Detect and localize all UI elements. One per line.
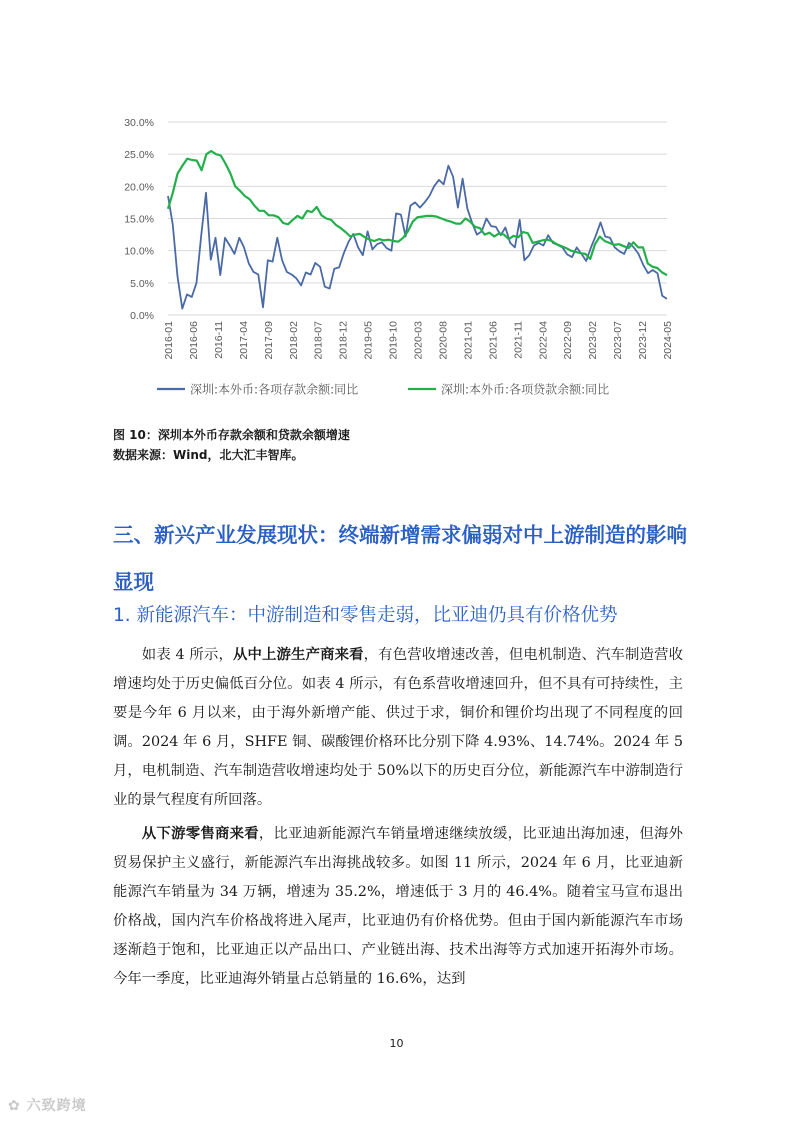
section-heading: 三、新兴产业发展现状：终端新增需求偏弱对中上游制造的影响显现 xyxy=(113,523,687,594)
legend-label-loan: 深圳:本外币:各项贷款余额:同比 xyxy=(441,382,610,397)
y-tick-label: 10.0% xyxy=(124,245,154,258)
series-line-loan xyxy=(168,151,667,275)
page-number: 10 xyxy=(389,1037,404,1050)
y-tick-label: 0.0% xyxy=(130,310,154,322)
x-tick-label: 2022-04 xyxy=(537,321,550,360)
x-tick-label: 2020-08 xyxy=(437,321,450,360)
x-tick-label: 2018-12 xyxy=(337,321,350,360)
x-tick-label: 2023-07 xyxy=(612,321,625,360)
x-tick-label: 2021-06 xyxy=(487,321,500,360)
x-tick-label: 2019-10 xyxy=(387,321,400,360)
y-tick-label: 5.0% xyxy=(130,277,154,290)
chart-svg xyxy=(110,105,690,415)
x-tick-label: 2021-01 xyxy=(462,321,475,360)
y-tick-label: 30.0% xyxy=(124,117,154,129)
body-text xyxy=(113,640,683,994)
paragraph-1 xyxy=(113,640,683,815)
figure-source: 数据来源：Wind，北大汇丰智库。 xyxy=(113,448,304,462)
x-tick-label: 2016-01 xyxy=(163,321,175,360)
deposit-loan-growth-chart xyxy=(110,105,690,415)
x-tick-label: 2018-02 xyxy=(287,321,300,360)
paragraph-1-lead: 如表 4 所示， xyxy=(141,647,233,663)
x-tick-label: 2023-02 xyxy=(587,321,600,360)
sub-heading: 1. 新能源汽车：中游制造和零售走弱，比亚迪仍具有价格优势 xyxy=(113,605,618,626)
legend-label-deposit: 深圳:本外币:各项存款余额:同比 xyxy=(190,382,359,397)
x-tick-label: 2018-07 xyxy=(312,321,325,360)
paragraph-2 xyxy=(113,819,683,994)
paragraph-1-bold: 从中上游生产商来看 xyxy=(232,646,364,663)
x-tick-label: 2024-05 xyxy=(662,321,674,360)
paragraph-1-rest: ，有色营收增速改善，但电机制造、汽车制造营收增速均处于历史偏低百分位。如表 4 所示，有色系营收增速回升，但不具有可持续性，主要是今年 6 月以来，由于海外新增产能、供过于求，铜价和锂价均出现了不同程度的回调。2024 年 6 月，SHFE 铜、碳酸锂价格环比分别下降 4.93%、14.74%。2024 年 5 月，电机制造、汽车制造营收增速均处于 50%以下的历史百分位，新能源汽车中游制造行业的景气程度有所回落。 xyxy=(113,647,683,808)
watermark-logo xyxy=(8,1095,87,1115)
y-tick-label: 25.0% xyxy=(124,149,154,162)
y-tick-label: 15.0% xyxy=(124,213,154,226)
x-tick-label: 2017-09 xyxy=(262,321,275,360)
x-tick-label: 2020-03 xyxy=(412,321,425,360)
x-tick-label: 2023-12 xyxy=(637,321,650,360)
x-tick-label: 2019-05 xyxy=(362,321,375,360)
x-tick-label: 2017-04 xyxy=(237,321,250,360)
x-tick-label: 2022-09 xyxy=(562,321,575,360)
paragraph-2-bold: 从下游零售商来看 xyxy=(141,825,259,842)
paragraph-2-rest: ，比亚迪新能源汽车销量增速继续放缓，比亚迪出海加速，但海外贸易保护主义盛行，新能源汽车出海挑战较多。如图 11 所示，2024 年 6 月，比亚迪新能源汽车销量为 34 万辆，增速为 35.2%，增速低于 3 月的 46.4%。随着宝马宣布退出价格战，国内汽车价格战将进入尾声，比亚迪仍有价格优势。但由于国内新能源汽车市场逐渐趋于饱和，比亚迪正以产品出口、产业链出海、技术出海等方式加速开拓海外市场。今年一季度，比亚迪海外销量占总销量的 16.6%，达到 xyxy=(113,826,683,987)
watermark-text: 六致跨境 xyxy=(26,1098,87,1114)
logo-icon: ✿ xyxy=(8,1098,21,1114)
x-tick-label: 2021-11 xyxy=(512,321,525,359)
figure-caption: 图 10：深圳本外币存款余额和贷款余额增速 xyxy=(113,428,350,442)
x-tick-label: 2016-11 xyxy=(212,321,225,359)
x-tick-label: 2016-06 xyxy=(187,321,200,360)
y-tick-label: 20.0% xyxy=(124,181,154,194)
series-line-deposit xyxy=(168,166,667,309)
